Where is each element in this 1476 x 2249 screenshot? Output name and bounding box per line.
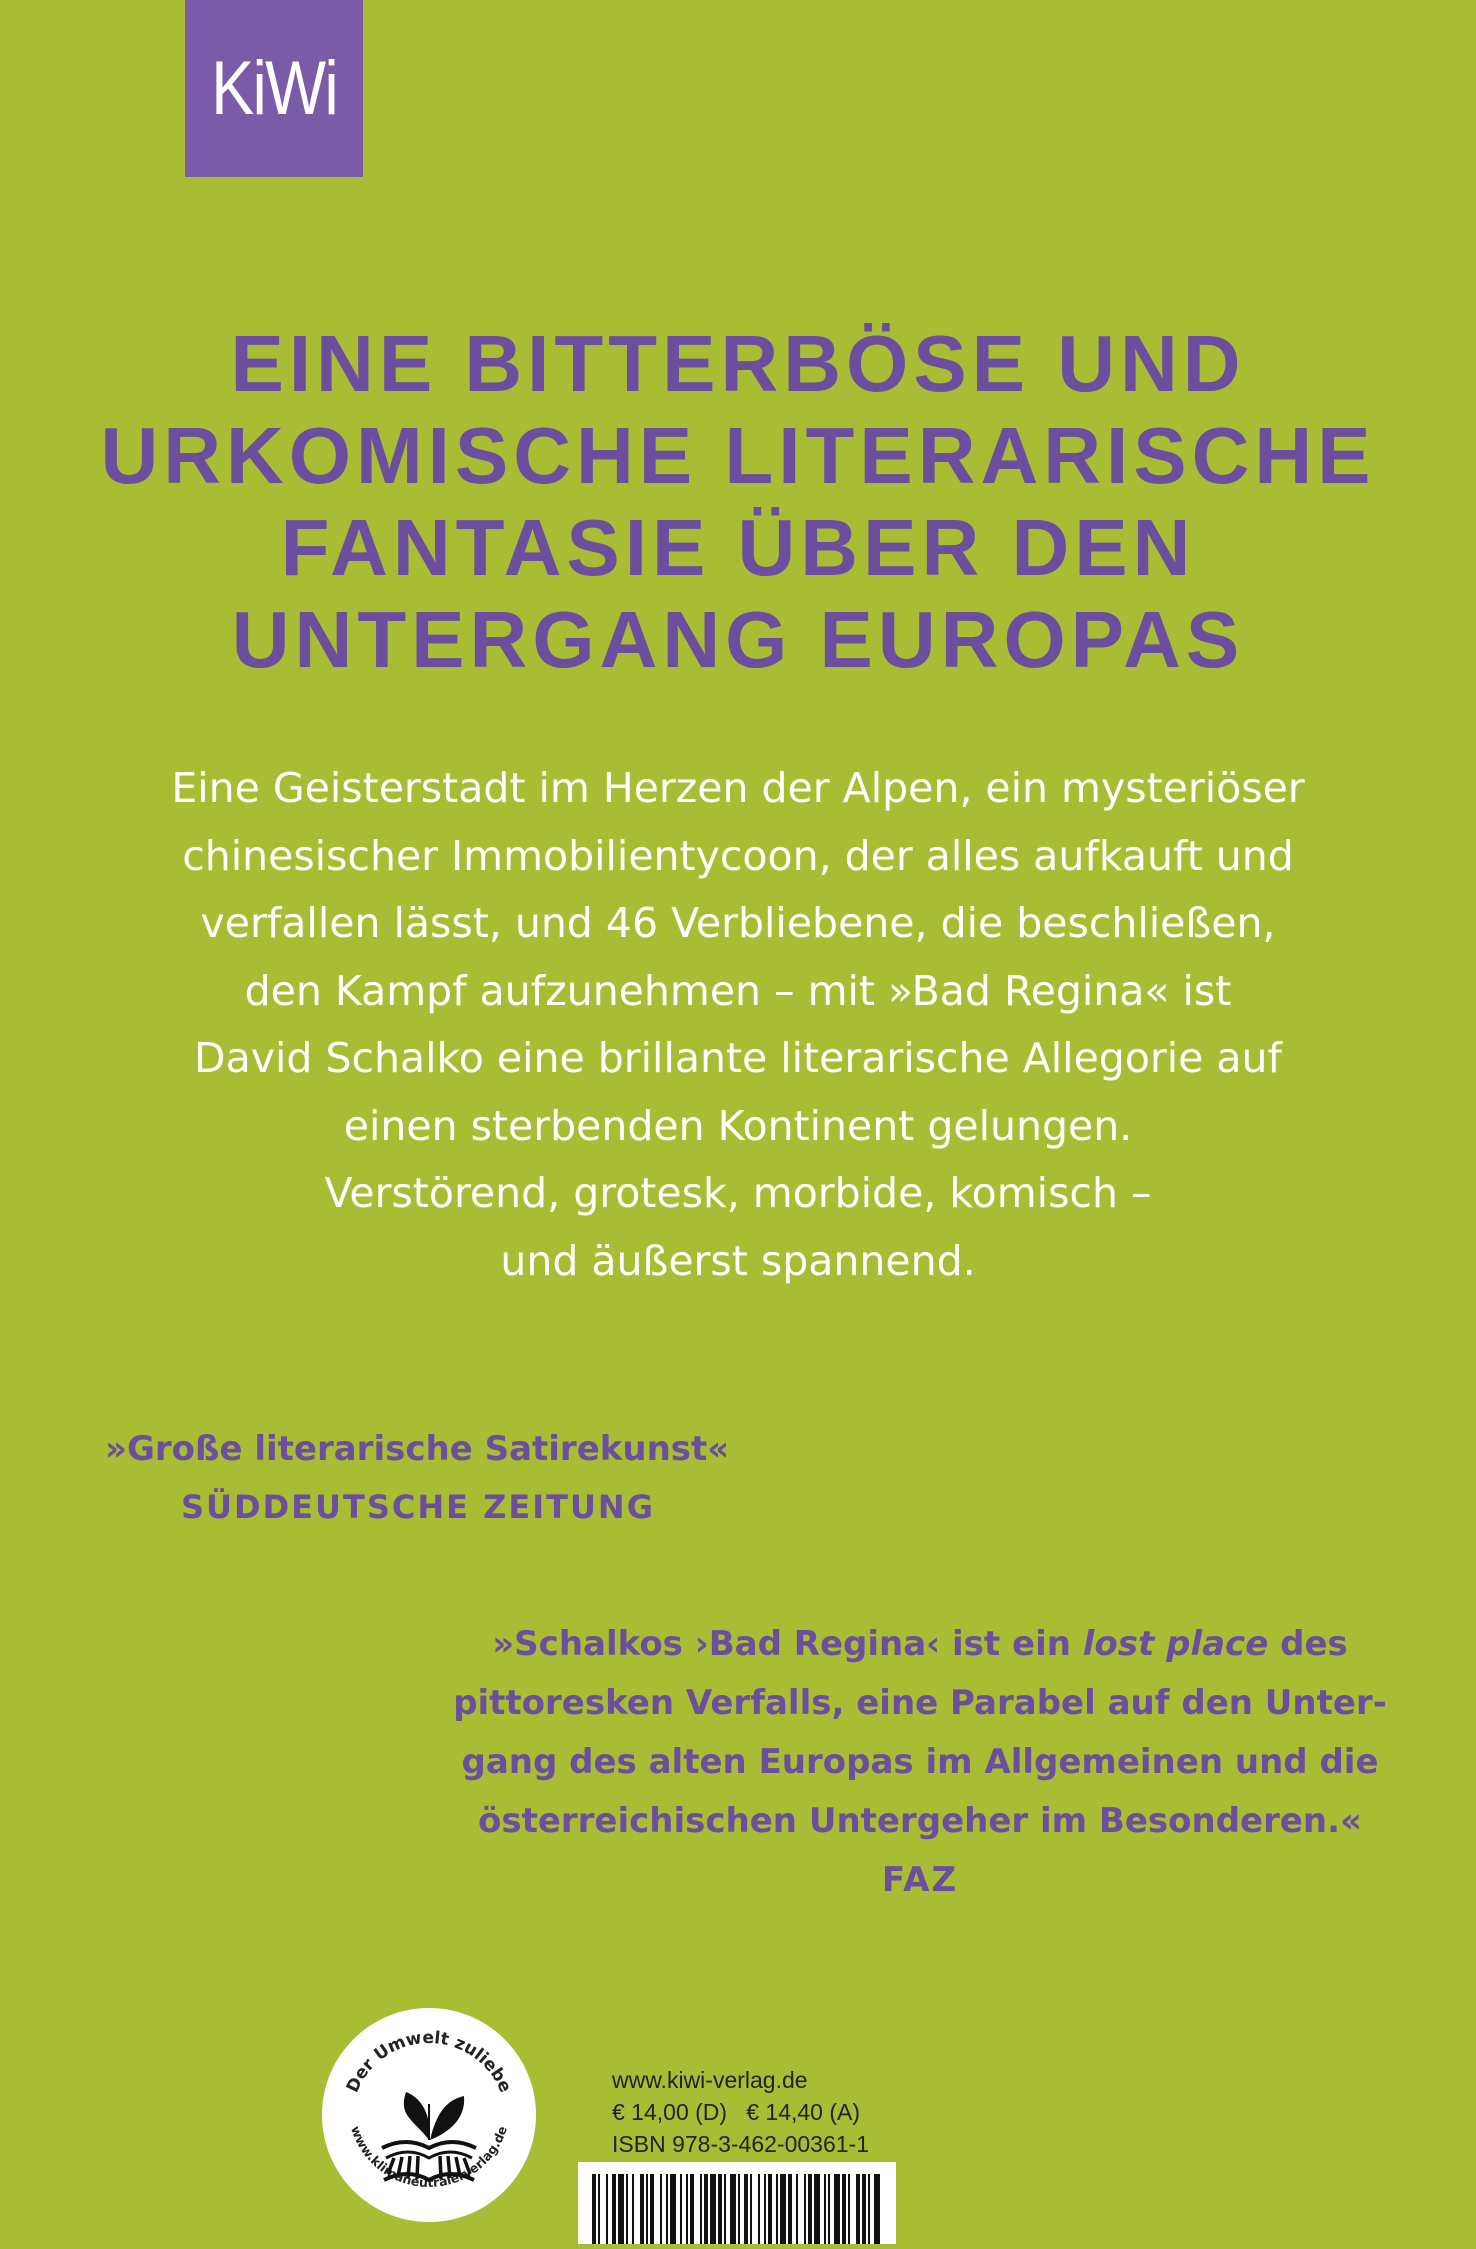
barcode-bar xyxy=(632,2174,634,2244)
barcode-bars xyxy=(578,2162,896,2244)
barcode-bar xyxy=(768,2174,772,2244)
headline-line: FANTASIE ÜBER DEN xyxy=(280,503,1196,592)
quote-line: pittoresken Verfalls, eine Parabel auf den Unter- xyxy=(453,1683,1387,1723)
quote-source: SÜDDEUTSCHE ZEITUNG xyxy=(181,1488,655,1526)
barcode-bar xyxy=(796,2174,798,2244)
blurb-line: Verstörend, grotesk, morbide, komisch – xyxy=(324,1169,1152,1217)
blurb-line: David Schalko eine brillante literarische Allegorie auf xyxy=(194,1034,1282,1082)
barcode-bar xyxy=(744,2174,748,2244)
blurb-line: einen sterbenden Kontinent gelungen. xyxy=(343,1101,1133,1150)
blurb xyxy=(0,755,1476,1295)
review-quote-faz xyxy=(400,1615,1440,1910)
barcode-bar xyxy=(612,2174,616,2244)
barcode-bar xyxy=(660,2174,662,2244)
quote-line: österreichischen Untergeher im Besonderen.« xyxy=(477,1801,1363,1841)
barcode-bar xyxy=(848,2174,850,2244)
seal-graphic xyxy=(322,2008,536,2222)
barcode-bar xyxy=(618,2174,624,2244)
quote-text-part: des xyxy=(1268,1624,1348,1664)
climate-neutral-seal xyxy=(322,2008,536,2222)
barcode-bar xyxy=(718,2174,722,2244)
price-info xyxy=(612,2064,869,2160)
barcode-bar xyxy=(874,2174,880,2244)
publisher-website: www.kiwi-verlag.de xyxy=(612,2067,808,2093)
quote-line xyxy=(400,1615,1440,1674)
headline-line: URKOMISCHE LITERARISCHE xyxy=(100,411,1376,500)
barcode-bar xyxy=(670,2174,676,2244)
barcode-bar xyxy=(704,2174,708,2244)
headline-line: EINE BITTERBÖSE UND xyxy=(230,319,1246,408)
barcode-bar xyxy=(690,2174,694,2244)
seal-bottom-text: www.klimaneutralerverlag.de xyxy=(348,2123,510,2191)
barcode-bar xyxy=(856,2174,860,2244)
seal-top-text: Der Umwelt zuliebe xyxy=(342,2027,516,2096)
barcode-bar xyxy=(842,2174,846,2244)
barcode-bar xyxy=(834,2174,840,2244)
blurb-line: den Kampf aufzunehmen – mit »Bad Regina« ist xyxy=(244,966,1232,1015)
barcode-bar xyxy=(666,2174,668,2244)
blurb-line: und äußerst spannend. xyxy=(500,1236,976,1285)
barcode-bar xyxy=(738,2174,740,2244)
barcode-bar xyxy=(814,2174,820,2244)
barcode-bar xyxy=(626,2174,628,2244)
barcode-bar xyxy=(808,2174,812,2244)
barcode-bar xyxy=(868,2174,870,2244)
barcode-bar xyxy=(750,2174,752,2244)
logo-text: KiWi xyxy=(211,46,337,131)
blurb-line: chinesischer Immobilientycoon, der alles aufkauft und xyxy=(182,831,1294,880)
headline-line: UNTERGANG EUROPAS xyxy=(231,595,1245,684)
barcode-bar xyxy=(686,2174,688,2244)
quote-text-part: »Schalkos ›Bad Regina‹ ist ein xyxy=(492,1624,1083,1664)
review-quote-sz xyxy=(105,1420,729,1536)
quote-text: »Große literarische Satirekunst« xyxy=(105,1429,730,1469)
barcode-bar xyxy=(824,2174,826,2244)
barcode xyxy=(578,2162,896,2244)
barcode-bar xyxy=(804,2174,806,2244)
isbn: ISBN 978-3-462-00361-1 xyxy=(612,2131,869,2157)
barcode-bar xyxy=(646,2174,648,2244)
blurb-line: verfallen lässt, und 46 Verbliebene, die beschließen, xyxy=(200,899,1276,947)
barcode-bar xyxy=(592,2174,596,2244)
headline xyxy=(0,318,1476,686)
publisher-logo xyxy=(185,0,363,177)
barcode-bar xyxy=(710,2174,716,2244)
barcode-bar xyxy=(606,2174,608,2244)
barcode-bar xyxy=(598,2174,600,2244)
barcode-bar xyxy=(700,2174,702,2244)
barcode-bar xyxy=(680,2174,682,2244)
quote-italic-phrase: lost place xyxy=(1082,1624,1269,1664)
barcode-bar xyxy=(788,2174,792,2244)
barcode-bar xyxy=(640,2174,644,2244)
barcode-bar xyxy=(730,2174,736,2244)
barcode-bar xyxy=(776,2174,778,2244)
quote-line: gang des alten Europas im Allgemeinen und die xyxy=(461,1742,1379,1782)
barcode-bar xyxy=(724,2174,726,2244)
barcode-bar xyxy=(862,2174,866,2244)
barcode-bar xyxy=(764,2174,766,2244)
barcode-bar xyxy=(758,2174,760,2244)
barcode-bar xyxy=(828,2174,830,2244)
barcode-bar xyxy=(780,2174,786,2244)
blurb-line: Eine Geisterstadt im Herzen der Alpen, ein mysteriöser xyxy=(171,764,1305,812)
quote-source: FAZ xyxy=(881,1860,959,1900)
barcode-bar xyxy=(650,2174,654,2244)
price: € 14,00 (D) € 14,40 (A) xyxy=(612,2099,861,2125)
